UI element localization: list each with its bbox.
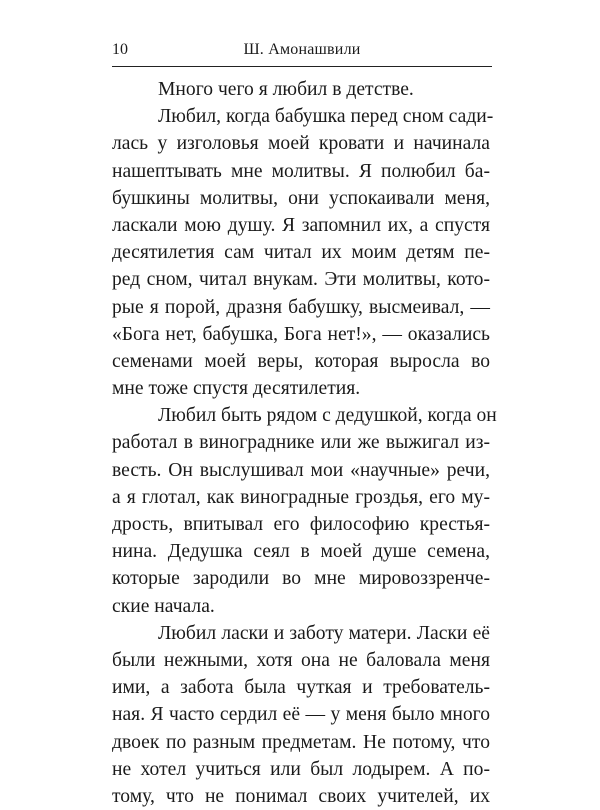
text-line: весть. Он выслушивал мои «научные» речи,	[112, 459, 490, 481]
paragraph	[112, 620, 490, 810]
running-header	[112, 40, 492, 64]
text-line: рые я порой, дразня бабушку, высмеивал, —	[112, 296, 490, 318]
text-line: ими, а забота была чуткая и требователь-	[112, 677, 490, 699]
text-line: Любил быть рядом с дедушкой, когда он	[158, 405, 497, 427]
text-line: ские начала.	[112, 595, 215, 617]
text-line: Любил, когда бабушка перед сном сади-	[158, 106, 494, 128]
text-line: мне тоже спустя десятилетия.	[112, 378, 361, 400]
text-line: Много чего я любил в детстве.	[158, 79, 414, 100]
text-line: Любил ласки и заботу матери. Ласки её	[158, 622, 490, 644]
text-line: семенами моей веры, которая выросла во	[112, 350, 490, 372]
page-number: 10	[112, 41, 128, 58]
text-line: десятилетия сам читал их моим детям пе-	[112, 242, 490, 264]
text-line: нашептывать мне молитвы. Я полюбил ба-	[112, 160, 490, 182]
text-line: ласкали мою душу. Я запомнил их, а спустя	[112, 214, 490, 236]
body-text	[112, 76, 497, 810]
paragraph	[112, 103, 494, 402]
header-rule	[112, 66, 492, 67]
text-line: «Бога нет, бабушка, Бога нет!», — оказались	[112, 323, 490, 345]
text-line: бушкины молитвы, они успокаивали меня,	[112, 187, 490, 209]
text-line: дрость, впитывал его философию крестья-	[112, 514, 490, 535]
paragraph	[112, 76, 490, 103]
text-line: тому, что не понимал своих учителей, их	[112, 785, 490, 807]
text-line: ная. Я часто сердил её — у меня было много	[112, 704, 490, 726]
text-line: были нежными, хотя она не баловала меня	[112, 649, 490, 671]
text-line: которые зародили во мне мировоззренче-	[112, 568, 490, 590]
text-line: двоек по разным предметам. Не потому, что	[112, 731, 490, 753]
text-line: лась у изголовья моей кровати и начинала	[112, 133, 490, 155]
text-line: нина. Дедушка сеял в моей душе семена,	[112, 541, 490, 563]
text-line: а я глотал, как виноградные гроздья, его му-	[112, 486, 490, 508]
text-line: не хотел учиться или был лодырем. А по-	[112, 758, 490, 780]
text-line: работал в винограднике или же выжигал из-	[112, 432, 490, 454]
paragraph	[112, 402, 497, 620]
running-title: Ш. Амонашвили	[243, 41, 361, 58]
text-line: ред сном, читал внукам. Эти молитвы, кото-	[112, 269, 490, 291]
